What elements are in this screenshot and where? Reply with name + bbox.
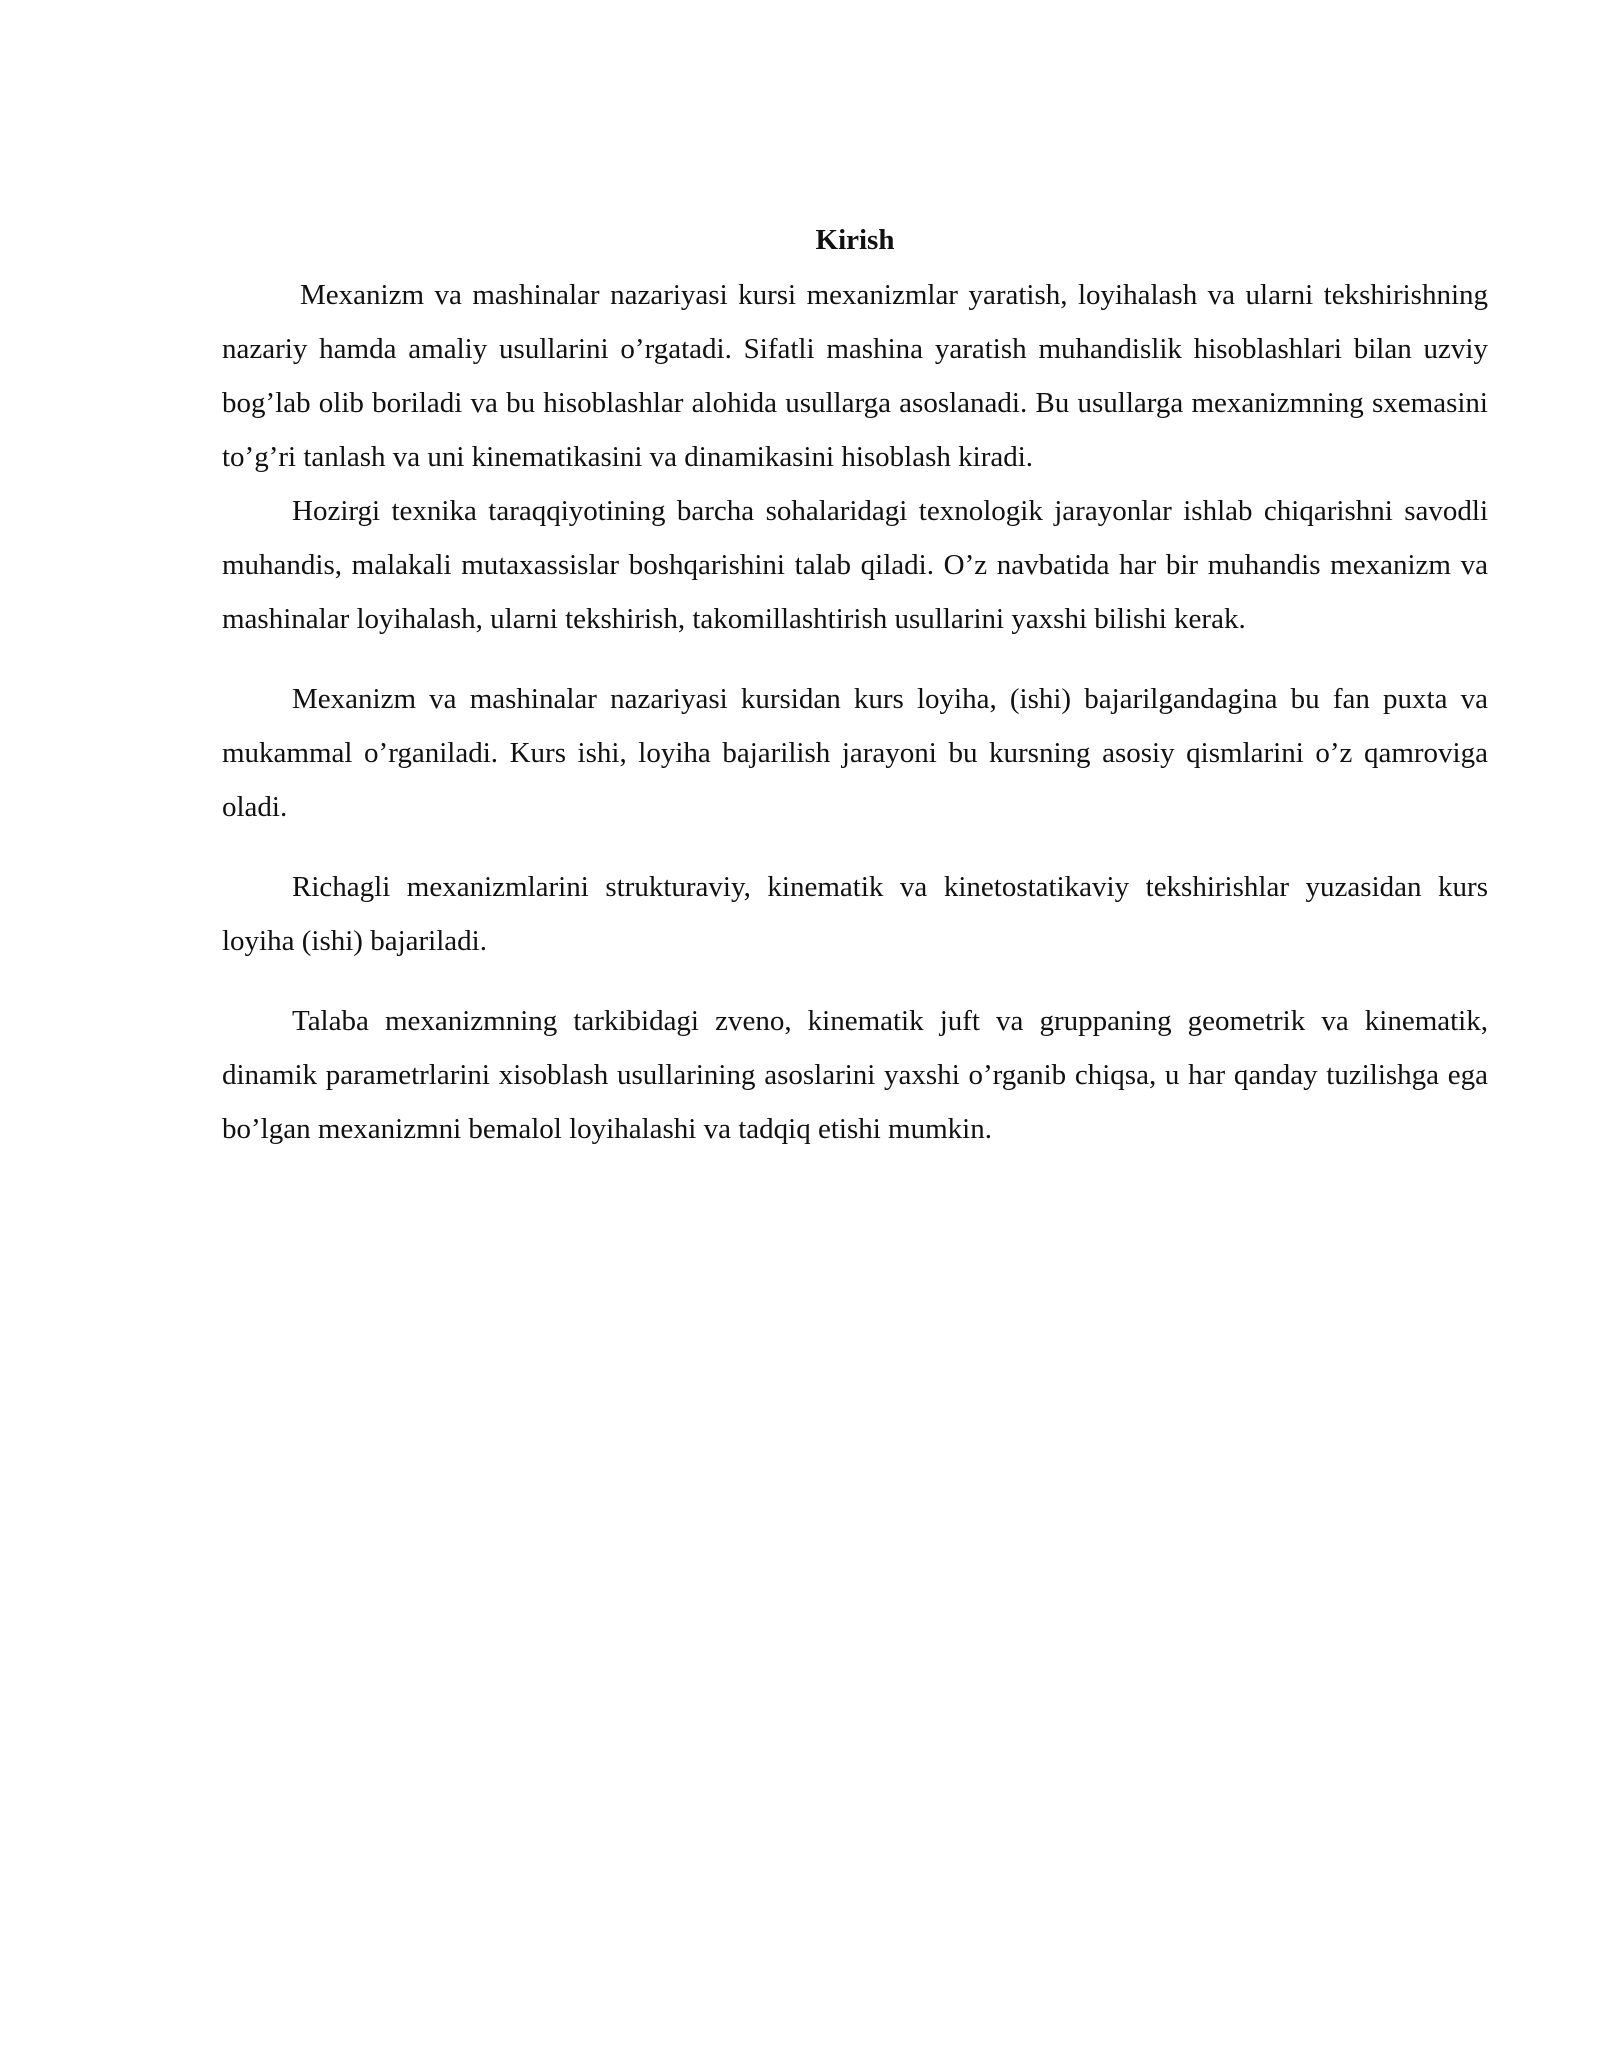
paragraph-4: Richagli mexanizmlarini strukturaviy, kinematik va kinetostatikaviy tekshirishlar yuzasidan kurs loyiha (ishi) bajariladi. — [222, 871, 1488, 957]
paragraph-2: Hozirgi texnika taraqqiyotining barcha sohalaridagi texnologik jarayonlar ishlab chiqarishni savodli muhandis, malakali mutaxassislar boshqarishini talab qiladi. O’z navbatida har bir muhandis mexanizm va mashinalar loyihalash, ularni tekshirish, takomillashtirish usullarini yaxshi bilishi kerak. — [222, 495, 1488, 635]
paragraph-5: Talaba mexanizmning tarkibidagi zveno, kinematik juft va gruppaning geometrik va kinematik, dinamik parametrlarini xisoblash usullarining asoslarini yaxshi o’rganib chiqsa, u har qanday tuzilishga ega bo’lgan mexanizmni bemalol loyihalashi va tadqiq etishi mumkin. — [222, 1005, 1488, 1145]
paragraph-1: Mexanizm va mashinalar nazariyasi kursi mexanizmlar yaratish, loyihalash va ularni tekshirishning nazariy hamda amaliy usullarini o’rgatadi. Sifatli mashina yaratish muhandislik hisoblashlari bilan uzviy bog’lab olib boriladi va bu hisoblashlar alohida usullarga asoslanadi. Bu usullarga mexanizmning sxemasini to’g’ri tanlash va uni kinematikasini va dinamikasini hisoblash kiradi. — [222, 279, 1488, 473]
paragraph-3: Mexanizm va mashinalar nazariyasi kursidan kurs loyiha, (ishi) bajarilgandagina bu fan puxta va mukammal o’rganiladi. Kurs ishi, loyiha bajarilish jarayoni bu kursning asosiy qismlarini o’z qamroviga oladi. — [222, 683, 1488, 823]
page-title: Kirish — [815, 224, 895, 256]
document-body — [222, 216, 1488, 1156]
